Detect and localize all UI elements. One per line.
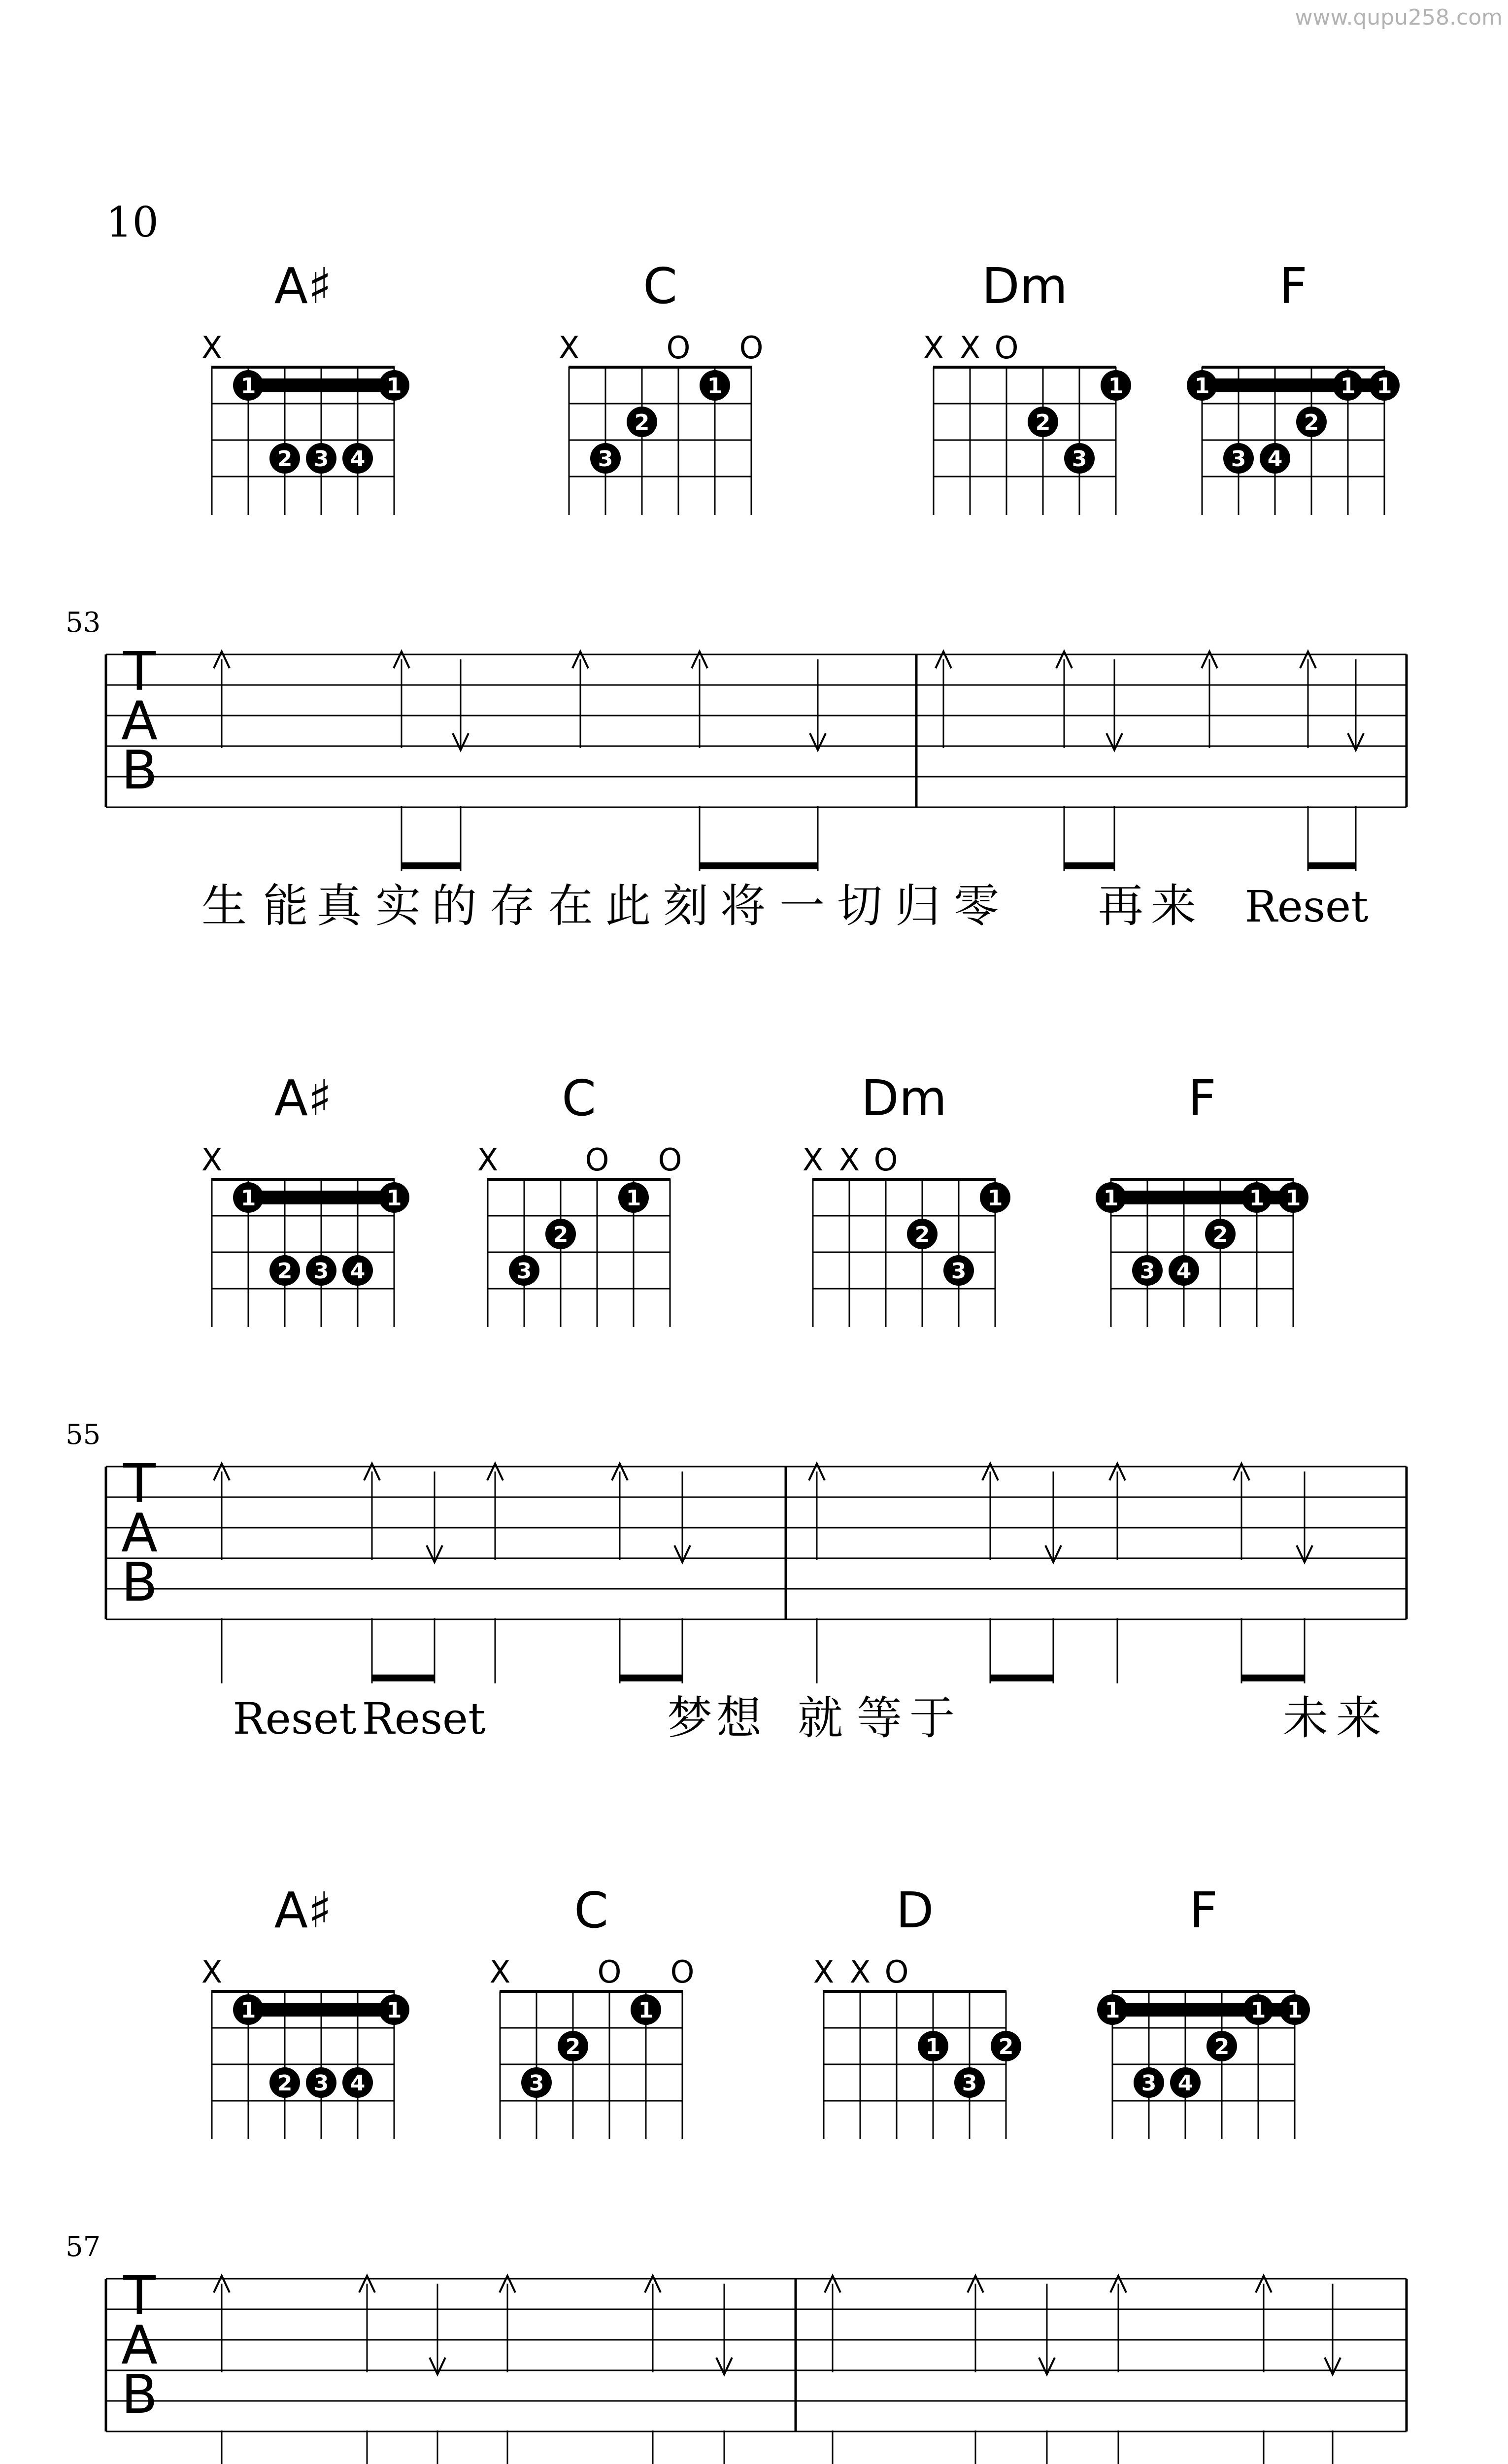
string-marker: X: [959, 330, 981, 366]
watermark: www.qupu258.com: [1295, 5, 1503, 30]
finger-number: 2: [277, 2071, 293, 2096]
chord-diagram: [1097, 1882, 1310, 2139]
tab-staff: [66, 1419, 1407, 1683]
finger-number: 2: [914, 1222, 930, 1247]
chord-name: C: [574, 1882, 608, 1939]
string-marker: X: [477, 1142, 499, 1178]
string-marker: X: [802, 1142, 824, 1178]
lyric-syllable: 能: [263, 880, 309, 932]
lyric-syllable: 此: [605, 880, 651, 932]
lyrics-line: [201, 880, 1368, 932]
string-marker: O: [658, 1142, 682, 1178]
string-marker: X: [201, 1954, 223, 1990]
lyrics-line: [233, 1692, 1381, 1745]
string-marker: O: [670, 1954, 695, 1990]
beam: [372, 1675, 435, 1681]
chord-diagram: [803, 1069, 1010, 1327]
down-strum-arrow: [1039, 2284, 1055, 2464]
lyric-syllable: 一: [779, 880, 825, 932]
finger-number: 3: [313, 446, 329, 472]
finger-number: 1: [1108, 374, 1124, 399]
tab-clef-letter: A: [121, 1503, 158, 1564]
tab-clef-letter: A: [121, 690, 158, 752]
chord-diagram: [477, 1069, 682, 1327]
tab-clef-letter: T: [123, 1453, 156, 1515]
lyric-syllable: 等: [856, 1692, 903, 1745]
beam: [1308, 862, 1356, 869]
finger-number: 1: [1105, 1998, 1120, 2023]
string-marker: X: [201, 1142, 223, 1178]
down-strum-arrow: [1106, 659, 1122, 871]
measure-number: 57: [66, 2231, 101, 2263]
tab-clef-letter: B: [121, 2364, 158, 2426]
lyric-syllable: 真: [316, 880, 362, 932]
finger-number: 1: [240, 1998, 256, 2023]
string-marker: O: [994, 330, 1019, 366]
finger-number: 4: [350, 446, 366, 472]
lyric-syllable: Reset: [233, 1693, 357, 1744]
chord-name: A♯: [274, 257, 332, 315]
lyric-syllable: 实: [375, 880, 421, 932]
tab-staff: [66, 2231, 1407, 2464]
finger-number: 1: [1194, 374, 1210, 399]
beam: [402, 862, 461, 869]
system-3: [66, 1882, 1407, 2464]
string-marker: X: [201, 330, 223, 366]
chord-diagram: [923, 257, 1131, 515]
chord-diagram: [559, 257, 764, 515]
string-marker: X: [489, 1954, 511, 1990]
finger-number: 1: [1103, 1186, 1119, 1211]
chord-diagram: [1096, 1069, 1308, 1327]
lyric-syllable: 的: [431, 880, 477, 932]
string-marker: X: [813, 1954, 835, 1990]
finger-number: 1: [638, 1998, 654, 2023]
finger-number: 4: [1176, 1259, 1192, 1284]
lyric-syllable: 于: [909, 1692, 955, 1745]
finger-number: 2: [634, 410, 650, 435]
chord-diagram: [1187, 257, 1400, 515]
string-marker: O: [666, 330, 691, 366]
measure-number: 55: [66, 1419, 101, 1451]
finger-number: 1: [1285, 1186, 1301, 1211]
string-marker: X: [849, 1954, 871, 1990]
chord-diagram: [813, 1882, 1021, 2139]
finger-number: 4: [1267, 446, 1283, 472]
lyric-syllable: 再: [1098, 880, 1144, 932]
finger-number: 1: [386, 1998, 402, 2023]
chord-name: C: [562, 1069, 596, 1127]
finger-number: 2: [1212, 1222, 1228, 1247]
chord-name: A♯: [274, 1882, 332, 1939]
down-strum-arrow: [1297, 1472, 1312, 1683]
finger-number: 3: [313, 2071, 329, 2096]
chord-diagram: [201, 257, 409, 515]
up-strum-arrow: [1202, 651, 1217, 748]
lyric-syllable: 零: [953, 880, 1000, 932]
finger-number: 3: [1139, 1259, 1155, 1284]
finger-number: 1: [1249, 1186, 1265, 1211]
finger-number: 3: [313, 1259, 329, 1284]
down-strum-arrow: [716, 2284, 732, 2464]
chord-name: C: [643, 257, 677, 315]
finger-number: 2: [565, 2034, 581, 2059]
chord-diagram: [490, 1882, 695, 2139]
finger-number: 3: [1141, 2071, 1157, 2096]
finger-number: 3: [1072, 446, 1087, 472]
finger-number: 1: [1340, 374, 1356, 399]
string-marker: O: [597, 1954, 622, 1990]
lyric-syllable: 切: [837, 880, 883, 932]
tab-clef-letter: B: [121, 740, 158, 801]
lyric-syllable: 在: [547, 880, 594, 932]
lyric-syllable: 未: [1282, 1692, 1329, 1745]
finger-number: 2: [277, 446, 293, 472]
finger-number: 1: [1376, 374, 1392, 399]
beam: [990, 1675, 1053, 1681]
finger-number: 1: [386, 374, 402, 399]
finger-number: 1: [1250, 1998, 1266, 2023]
finger-number: 3: [529, 2071, 544, 2096]
lyric-syllable: 梦: [667, 1692, 713, 1745]
system-1: [66, 257, 1407, 932]
finger-number: 3: [962, 2071, 977, 2096]
lyric-syllable: 就: [797, 1692, 843, 1745]
up-strum-arrow: [936, 651, 951, 748]
finger-number: 2: [998, 2034, 1014, 2059]
down-strum-arrow: [810, 659, 826, 871]
tab-clef-letter: T: [123, 641, 156, 703]
up-strum-arrow: [572, 651, 588, 748]
finger-number: 3: [1231, 446, 1246, 472]
chord-name: F: [1279, 257, 1307, 315]
finger-number: 1: [707, 374, 723, 399]
finger-number: 3: [598, 446, 613, 472]
finger-number: 2: [277, 1259, 293, 1284]
finger-number: 1: [240, 374, 256, 399]
barre-bar: [248, 378, 394, 392]
chord-name: D: [896, 1882, 934, 1939]
lyric-syllable: 将: [720, 880, 766, 932]
finger-number: 2: [553, 1222, 569, 1247]
finger-number: 2: [1214, 2034, 1230, 2059]
finger-number: 1: [987, 1186, 1003, 1211]
tab-staff: [66, 607, 1407, 871]
chord-name: Dm: [861, 1069, 947, 1127]
string-marker: X: [838, 1142, 860, 1178]
string-marker: X: [558, 330, 580, 366]
tab-clef-letter: A: [121, 2315, 158, 2376]
finger-number: 3: [951, 1259, 967, 1284]
finger-number: 2: [1035, 410, 1051, 435]
finger-number: 1: [626, 1186, 641, 1211]
tab-clef-letter: B: [121, 1552, 158, 1613]
up-strum-arrow: [214, 651, 230, 748]
finger-number: 1: [1287, 1998, 1303, 2023]
string-marker: O: [884, 1954, 909, 1990]
string-marker: O: [873, 1142, 898, 1178]
chord-name: F: [1188, 1069, 1216, 1127]
finger-number: 1: [240, 1186, 256, 1211]
beam: [1064, 862, 1114, 869]
chord-name: A♯: [274, 1069, 332, 1127]
string-marker: O: [739, 330, 764, 366]
tab-clef-letter: T: [123, 2265, 156, 2327]
system-2: [66, 1069, 1407, 1745]
chord-diagram: [201, 1882, 409, 2139]
finger-number: 1: [925, 2034, 941, 2059]
finger-number: 1: [386, 1186, 402, 1211]
down-strum-arrow: [1045, 1472, 1061, 1683]
systems: [66, 257, 1407, 2464]
finger-number: 4: [1177, 2071, 1193, 2096]
finger-number: 2: [1304, 410, 1319, 435]
lyric-syllable: 归: [895, 880, 941, 932]
beam: [620, 1675, 682, 1681]
string-marker: X: [923, 330, 944, 366]
page-number: 10: [106, 198, 159, 246]
down-strum-arrow: [427, 1472, 442, 1683]
down-strum-arrow: [1325, 2284, 1340, 2464]
down-strum-arrow: [430, 2284, 445, 2464]
finger-number: 3: [516, 1259, 532, 1284]
lyric-syllable: 生: [201, 880, 247, 932]
barre-bar: [248, 2003, 394, 2017]
finger-number: 4: [350, 2071, 366, 2096]
lyric-syllable: Reset: [362, 1693, 486, 1744]
down-strum-arrow: [453, 659, 469, 871]
beam: [1241, 1675, 1305, 1681]
string-marker: O: [585, 1142, 609, 1178]
chord-diagram: [201, 1069, 409, 1327]
lyric-syllable: 想: [716, 1692, 762, 1745]
lyric-syllable: Reset: [1244, 881, 1369, 932]
barre-bar: [248, 1191, 394, 1204]
down-strum-arrow: [674, 1472, 690, 1683]
lyric-syllable: 来: [1150, 880, 1197, 932]
chord-name: Dm: [981, 257, 1068, 315]
down-strum-arrow: [1348, 659, 1364, 871]
lyric-syllable: 来: [1336, 1692, 1382, 1745]
lyric-syllable: 刻: [663, 880, 709, 932]
measure-number: 53: [66, 607, 101, 639]
finger-number: 4: [350, 1259, 366, 1284]
lyric-syllable: 存: [489, 880, 536, 932]
beam: [700, 862, 818, 869]
chord-name: F: [1189, 1882, 1218, 1939]
